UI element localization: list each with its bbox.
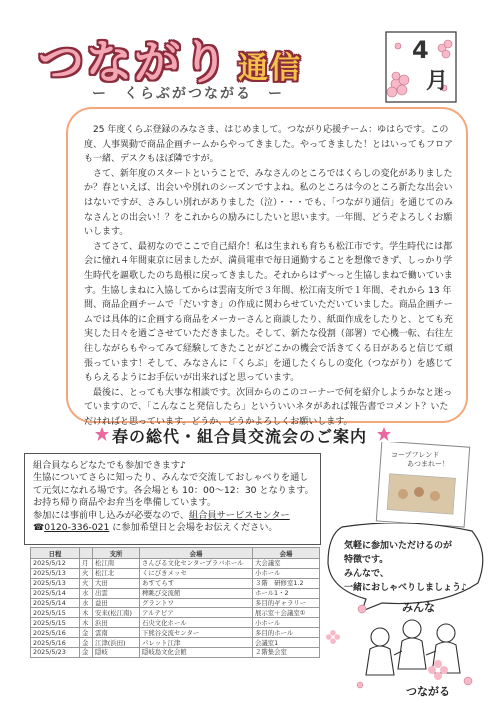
cell-venue: 石央文化ホール <box>140 618 253 628</box>
table-row <box>31 638 320 648</box>
flower-icon <box>326 630 340 644</box>
cell-date: 2025/5/16 <box>31 638 80 648</box>
greeting-letter-box <box>66 107 468 427</box>
cell-venue: くにびきメッセ <box>140 568 253 578</box>
title-main: つながり <box>38 35 230 89</box>
cell-venue: パレット江津 <box>140 638 253 648</box>
cell-day: 水 <box>80 588 93 598</box>
cell-date: 2025/5/13 <box>31 578 80 588</box>
table-row <box>31 598 320 608</box>
cell-room: 会議室1 <box>253 638 320 648</box>
cell-room: 大会議室 <box>253 559 320 569</box>
cell-branch: 雲南 <box>93 628 140 638</box>
title-tsushin: 通信 <box>238 51 302 86</box>
cell-date: 2025/5/14 <box>31 598 80 608</box>
event-line: 参加には事前申し込みが必要なので、組合員サービスセンター <box>33 509 290 521</box>
letter-paragraph: さて、新年度のスタートということで、みなさんのところではくらしの変化がありましたか？春といえば、出会いや別れのシーズンですよね。私のところは今のところ新たな出会いはないですが、さみしい別れがありました（泣）・・・でも、「つながり通信」を通じてのみなさんとの出会い！？をこれからの励みにしたいと思います。一年間、どうぞよろしくお願いします。 <box>84 168 454 238</box>
cell-day: 木 <box>80 618 93 628</box>
col-day-header <box>80 548 93 559</box>
table-row <box>31 608 320 618</box>
event-info-text <box>33 460 315 534</box>
newsletter-subtitle: ー くらぶがつながる ー <box>92 86 284 102</box>
event-title: 春の総代・組合員交流会のご案内 <box>112 427 368 446</box>
cell-date: 2025/5/15 <box>31 608 80 618</box>
month-label: 月 <box>426 69 449 94</box>
cell-date: 2025/5/16 <box>31 628 80 638</box>
cell-room: 小ホール <box>253 568 320 578</box>
event-line: 生協についてさらに知ったり、みんなで交流しておしゃべりを通して元気になれる場です。各会場とも 10：00～12：30 となります。 <box>33 472 314 496</box>
cell-day: 金 <box>80 628 93 638</box>
col-room-header: 会場 <box>253 548 320 559</box>
phone-number[interactable]: 0120-336-021 <box>44 522 110 534</box>
event-line: 組合員ならどなたでも参加できます♪ <box>33 460 186 471</box>
cell-venue: 隠岐島文化会館 <box>140 648 253 658</box>
cell-branch: 江津(浜田) <box>93 638 140 648</box>
phone-icon: ☎ <box>33 523 45 534</box>
bubble-line: 一緒におしゃべりしましょう♪ <box>344 583 467 593</box>
table-row <box>31 618 320 628</box>
schedule-table <box>30 547 320 658</box>
table-row <box>31 628 320 638</box>
illustration-label-bottom: つながる <box>406 685 450 698</box>
star-icon <box>376 426 392 442</box>
cell-venue: グラントワ <box>140 598 253 608</box>
table-header-row <box>31 548 320 559</box>
table-row <box>31 559 320 569</box>
cell-room: 多目的ギャラリー <box>253 598 320 608</box>
illustration-label-top: みんな <box>402 601 435 614</box>
cell-branch: 益田 <box>93 598 140 608</box>
cell-branch: 松江北 <box>93 568 140 578</box>
cell-branch: 大田 <box>93 578 140 588</box>
month-number: 4 <box>412 36 429 64</box>
letter-paragraph: 最後に、とっても大事な相談です。次回からのこのコーナーで何を紹介しようかなと迷っていますので、「こんなこと発信したら」といういいネタがあれば報告書でコメント？いただければと思っています。どうか、どうかよろしくお願いします。 <box>84 387 453 427</box>
cell-date: 2025/5/12 <box>31 559 80 569</box>
event-info-box <box>24 453 321 545</box>
cell-day: 金 <box>80 648 93 658</box>
table-row <box>31 588 320 598</box>
cell-branch: 安来(松江南) <box>93 608 140 618</box>
col-venue-header: 会場 <box>140 548 253 559</box>
cell-venue: アルテピア <box>140 608 253 618</box>
cell-branch: 浜田 <box>93 618 140 628</box>
cell-venue: さんびる文化センタープラバホール <box>140 559 253 569</box>
coop-friend-card <box>373 442 471 528</box>
flower-icon <box>428 660 448 680</box>
month-badge <box>382 28 460 106</box>
cell-branch: 隠岐 <box>93 648 140 658</box>
greeting-letter-text <box>84 123 456 429</box>
table-row <box>31 648 320 658</box>
cell-date: 2025/5/13 <box>31 568 80 578</box>
col-date-header: 日程 <box>31 548 80 559</box>
coop-card-label: コープフレンド <box>391 451 440 459</box>
table-row <box>31 568 320 578</box>
cell-day: 金 <box>80 638 93 648</box>
cell-date: 2025/5/15 <box>31 618 80 628</box>
cell-venue: 稗眺び交流館 <box>140 588 253 598</box>
bubble-line: みんなで、 <box>344 569 389 579</box>
event-line: ☎0120-336-021 に参加希望日と会場をお伝えください。 <box>33 522 278 534</box>
bubble-line: 気軽に参加いただけるのが <box>344 541 453 551</box>
cell-venue: あすてらす <box>140 578 253 588</box>
cell-branch: 出雲 <box>93 588 140 598</box>
cell-room: ３階 研修室1.2 <box>253 578 320 588</box>
cell-venue: 下熊谷交流センター <box>140 628 253 638</box>
cell-day: 火 <box>80 578 93 588</box>
letter-paragraph: さてさて、最初なのでここで自己紹介！私は生まれも育ちも松江市です。学生時代には都会に憧れ４年間東京に居ましたが、満員電車で毎日通勤することを想像できず、しっかり学生時代を謳歌したのち島根に戻ってきました。それからはず～っと生協しまねで働いています。生協しまねに入協してからは雲南支所で３年間、松江南支所で１年間、それから 13 年間、商品企画チームで「だいすき」の作成に関わらせていただいていました。商品企画チームでは具体的に企画する商品をメーカーさんと商談したり、紙面作成をしたりと、とても充実した日々を過ごさせていただきました。そして、新たな役割（部署）で心機一転、右往左往しながらもやってみて経験してきたことがどこかの機会で活きてくる日があると信じて頑張っています！そして、みなさんに「くらぶ」を通したくらしの変化（つながり）を感じてもらえるようにお手伝いが出来ればと思っています。 <box>84 241 454 384</box>
cell-room: ホール1・2 <box>253 588 320 598</box>
service-center-link[interactable]: 組合員サービスセンター <box>189 509 290 521</box>
star-icon <box>94 426 110 442</box>
cell-day: 水 <box>80 598 93 608</box>
cell-day: 木 <box>80 608 93 618</box>
col-branch-header: 支所 <box>93 548 140 559</box>
bubble-line: 特徴です。 <box>344 555 389 565</box>
cell-branch: 松江南 <box>93 559 140 569</box>
cell-room: 展示室＋会議室① <box>253 608 320 618</box>
cell-room: 多目的ホール <box>253 628 320 638</box>
cell-day: 月 <box>80 559 93 569</box>
cell-date: 2025/5/14 <box>31 588 80 598</box>
event-line: お持ち帰り商品やお弁当を準備しています。 <box>33 497 217 509</box>
table-row <box>31 578 320 588</box>
cell-date: 2025/5/23 <box>31 648 80 658</box>
letter-paragraph: 25 年度くらぶ登録のみなさま、はじめまして。つながり応援チーム：ゆはらです。この度、人事異動で商品企画チームからやってきました。やってきました！とはいってもフロアも一緒、デスクもほぼ隣ですが。 <box>84 125 454 165</box>
cell-room: ２階集会室 <box>253 648 320 658</box>
cell-room: 小ホール <box>253 618 320 628</box>
cell-day: 火 <box>80 568 93 578</box>
people-illustration <box>350 585 490 705</box>
coop-card-label: あつまれー！ <box>407 460 449 468</box>
